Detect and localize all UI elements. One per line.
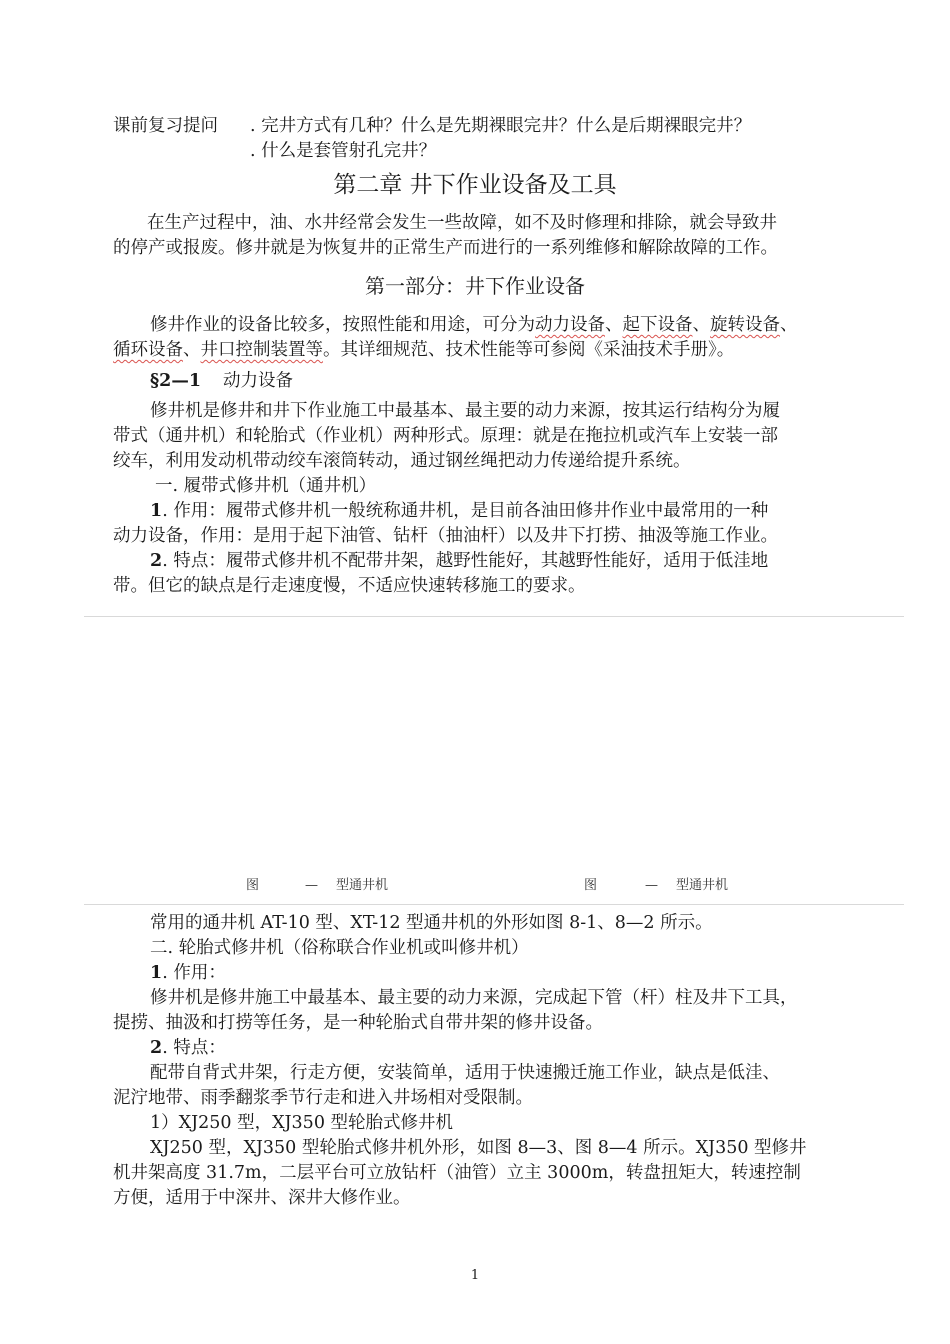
power-line-3: 绞车，利用发动机带动绞车滚筒转动，通过钢丝绳把动力传递给提升系统。	[113, 451, 691, 471]
wheeled-model-line-2: 机井架高度 31.7m，二层平台可立放钻杆（油管）立主 3000m，转盘扭矩大，转速控制	[113, 1163, 801, 1183]
figure-caption-2	[584, 874, 728, 893]
power-line-2: 带式（通井机）和轮胎式（作业机）两种形式。原理：就是在拖拉机或汽车上安装一部	[113, 426, 778, 446]
crawler-use-line-1	[150, 499, 768, 524]
figure-caption-label: 型通井机	[336, 878, 389, 893]
review-label: 课前复习提问	[113, 116, 218, 136]
category-power: 动力设备	[535, 315, 605, 335]
wheeled-model-heading: 1）XJ250 型，XJ350 型轮胎式修井机	[150, 1113, 454, 1133]
wheeled-feature-label: . 特点：	[162, 1038, 226, 1058]
crawler-feature-text: . 特点：履带式修井机不配带井架，越野性能好，其越野性能好，适用于低洼地	[162, 551, 769, 571]
equipment-intro: 修井作业的设备比较多，按照性能和用途，可分为	[150, 315, 535, 335]
figure-caption-prefix: 图	[246, 878, 260, 893]
figure-caption-label: 型通井机	[676, 878, 729, 893]
figure-bottom-rule	[84, 904, 904, 905]
figure-caption-dash: —	[305, 878, 319, 893]
wheeled-model-line-3: 方便，适用于中深井、深井大修作业。	[113, 1188, 411, 1208]
wheeled-feature-line-1: 配带自背式井架，行走方便，安装简单，适用于快速搬迁施工作业，缺点是低洼、	[150, 1063, 780, 1083]
category-hoisting: 起下设备	[622, 315, 693, 335]
equipment-reference: 。其详细规范、技术性能等可参阅《采油技术手册》。	[323, 340, 735, 360]
page-number: 1	[470, 1268, 480, 1283]
chapter-title: 第二章 井下作业设备及工具	[333, 172, 617, 198]
crawler-feature-line-2: 带。但它的缺点是行走速度慢，不适应快速转移施工的要求。	[113, 576, 586, 596]
common-models: 常用的通井机 AT-10 型、XT-12 型通井机的外形如图 8-1、8—2 所示。	[150, 913, 713, 933]
item-number: 2	[150, 551, 163, 571]
figure-caption-dash: —	[645, 878, 659, 893]
wheeled-model-line-1: XJ250 型，XJ350 型轮胎式修井机外形，如图 8—3、图 8—4 所示。XJ350 型修井	[150, 1138, 807, 1158]
separator: 、	[780, 315, 798, 335]
wheeled-use-label: . 作用：	[162, 963, 226, 983]
separator: 、	[692, 315, 710, 335]
wheeled-use-heading	[150, 961, 226, 986]
separator: 、	[605, 315, 623, 335]
review-question-2: . 什么是套管射孔完井？	[250, 141, 437, 161]
wheeled-use-line-1: 修井机是修井施工中最基本、最主要的动力来源，完成起下管（杆）柱及井下工具，	[150, 988, 798, 1008]
category-circulation: 循环设备	[113, 340, 183, 360]
figure-top-rule	[84, 616, 904, 617]
part-title: 第一部分：井下作业设备	[365, 274, 585, 298]
intro-line-2: 的停产或报废。修井就是为恢复井的正常生产而进行的一系列维修和解除故障的工作。	[113, 238, 778, 258]
separator: 、	[183, 340, 201, 360]
intro-line-1: 在生产过程中，油、水井经常会发生一些故障，如不及时修理和排除，就会导致井	[147, 213, 777, 233]
crawler-heading: 一. 履带式修井机（通井机）	[155, 476, 377, 496]
power-line-1: 修井机是修井和井下作业施工中最基本、最主要的动力来源，按其运行结构分为履	[150, 401, 780, 421]
equipment-line-1	[150, 313, 798, 338]
wheeled-use-line-2: 提捞、抽汲和打捞等任务，是一种轮胎式自带井架的修井设备。	[113, 1013, 603, 1033]
crawler-feature-line-1	[150, 549, 768, 574]
section-name: 动力设备	[223, 371, 294, 391]
section-number: §2—1	[150, 371, 202, 391]
review-question-1: . 完井方式有几种？什么是先期裸眼完井？什么是后期裸眼完井？	[250, 116, 752, 136]
item-number: 1	[150, 963, 163, 983]
crawler-use-line-2: 动力设备，作用：是用于起下油管、钻杆（抽油杆）以及井下打捞、抽汲等施工作业。	[113, 526, 778, 546]
category-rotating: 旋转设备	[710, 315, 780, 335]
equipment-line-2	[113, 338, 734, 363]
section-heading	[150, 369, 293, 394]
wheeled-feature-heading	[150, 1036, 226, 1061]
figure-caption-prefix: 图	[584, 878, 598, 893]
item-number: 1	[150, 501, 163, 521]
category-wellhead-control: 井口控制装置等	[200, 340, 323, 360]
crawler-use-text: . 作用：履带式修井机一般统称通井机，是目前各油田修井作业中最常用的一种	[162, 501, 769, 521]
wheeled-heading: 二. 轮胎式修井机（俗称联合作业机或叫修井机）	[150, 938, 529, 958]
figure-caption-1	[246, 874, 388, 893]
item-number: 2	[150, 1038, 163, 1058]
wheeled-feature-line-2: 泥泞地带、雨季翻浆季节行走和进入井场相对受限制。	[113, 1088, 533, 1108]
